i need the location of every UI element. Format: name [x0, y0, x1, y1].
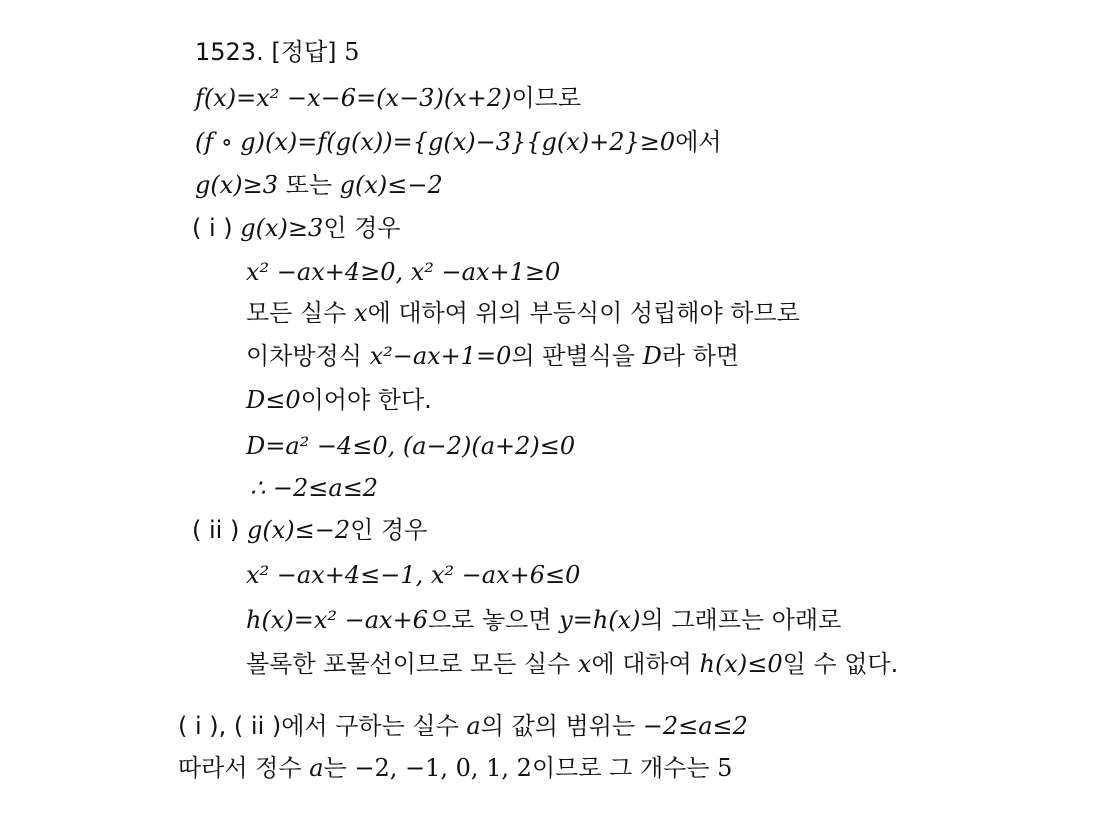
math-expression: −2≤a≤2 [642, 712, 748, 740]
text: 인 경우 [323, 214, 401, 242]
case-label: ( i ), ( ii ) [178, 712, 282, 740]
text: 라 하면 [661, 342, 740, 370]
text: 의 값의 범위는 [480, 712, 636, 740]
solution-line-5 [246, 256, 560, 288]
problem-header [195, 36, 359, 68]
math-expression: a [466, 712, 481, 740]
solution-line-14 [246, 648, 898, 680]
problem-number: 1523. [195, 38, 264, 66]
math-expression: h(x)=x² −ax+6 [246, 606, 428, 634]
final-answer: 5 [717, 754, 733, 782]
text: 이어야 한다. [300, 386, 432, 414]
solution-line-6 [246, 297, 800, 329]
answer-label: [정답] [271, 38, 337, 66]
answer-value: 5 [344, 38, 360, 66]
math-expression: D [642, 342, 662, 370]
math-expression: g(x)≥3 [195, 171, 279, 199]
math-expression: D=a² −4≤0, (a−2)(a+2)≤0 [246, 432, 576, 460]
text: 으로 놓으면 [427, 606, 552, 634]
math-expression: x [577, 650, 592, 678]
math-expression: x² −ax+4≤−1, x² −ax+6≤0 [246, 561, 581, 589]
conclusion-line-2 [178, 752, 732, 784]
text: 이므로 그 개수는 [531, 754, 710, 782]
math-expression: x² −ax+4≥0, x² −ax+1≥0 [246, 258, 561, 286]
math-expression: g(x)≤−2 [246, 516, 351, 544]
solution-line-3 [195, 169, 443, 201]
solution-line-2 [195, 126, 722, 158]
solution-line-8 [246, 384, 432, 416]
text: 또는 [285, 171, 333, 199]
case-2-heading [192, 514, 427, 546]
text: 볼록한 포물선이므로 모든 실수 [246, 650, 571, 678]
solution-line-10 [250, 472, 378, 504]
math-expression: f(x)=x² −x−6=(x−3)(x+2) [195, 84, 512, 112]
case-1-heading [192, 212, 401, 244]
text: 모든 실수 [246, 299, 347, 327]
text: 에서 [675, 128, 722, 156]
conclusion-line-1 [178, 710, 748, 742]
text: 따라서 정수 [178, 754, 302, 782]
solution-line-9 [246, 430, 575, 462]
text: 이차방정식 [246, 342, 362, 370]
math-expression: (f ∘ g)(x)=f(g(x))={g(x)−3}{g(x)+2}≥0 [195, 128, 676, 156]
solution-line-7 [246, 340, 739, 372]
math-expression: g(x)≤−2 [339, 171, 443, 199]
math-expression: D≤0 [246, 386, 301, 414]
solution-line-13 [246, 604, 841, 636]
text: 인 경우 [350, 516, 428, 544]
text: 에 대하여 [591, 650, 692, 678]
math-expression: x²−ax+1=0 [369, 342, 512, 370]
math-expression: h(x)≤0 [699, 650, 783, 678]
text: 는 [323, 754, 347, 782]
solution-line-12 [246, 559, 580, 591]
math-expression: −2, −1, 0, 1, 2 [354, 754, 532, 782]
case-label: ( ii ) [192, 516, 240, 544]
text: 일 수 없다. [782, 650, 899, 678]
math-expression: ∴ −2≤a≤2 [250, 474, 379, 502]
text: 에 대하여 위의 부등식이 성립해야 하므로 [367, 299, 800, 327]
case-label: ( i ) [192, 214, 233, 242]
text: 에서 구하는 실수 [281, 712, 459, 740]
math-expression: g(x)≥3 [240, 214, 324, 242]
text: 의 판별식을 [511, 342, 635, 370]
text: 의 그래프는 아래로 [640, 606, 842, 634]
solution-line-1 [195, 82, 581, 114]
math-expression: x [354, 299, 368, 327]
math-expression: a [309, 754, 324, 782]
math-expression: y=h(x) [559, 606, 641, 634]
text: 이므로 [511, 84, 582, 112]
